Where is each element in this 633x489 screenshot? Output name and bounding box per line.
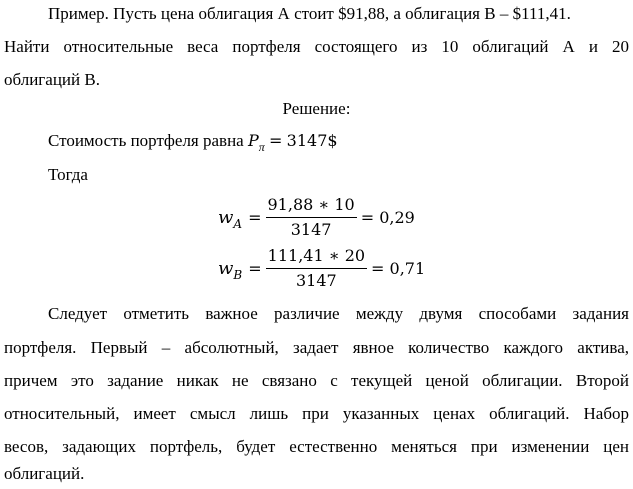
portfolio-cost-line (48, 131, 608, 154)
weight-a-sub: A (233, 217, 243, 231)
weight-a-var: w (218, 207, 234, 228)
weight-b-numerator: 111,41 ∗ 20 (266, 246, 367, 269)
problem-line-1: Пример. Пусть цена облигация А стоит $91,88, а облигация В – $111,41. (48, 4, 571, 23)
portfolio-symbol-subscript: π (258, 140, 265, 154)
weight-a-denominator: 3147 (290, 220, 332, 239)
weight-a-fraction (266, 195, 357, 240)
weight-a-formula (218, 195, 415, 240)
discussion-line-6: облигаций. (4, 464, 85, 483)
portfolio-cost-value: 3147$ (286, 131, 338, 150)
discussion-line-1: Следует отметить важное различие между двумя способами задания (48, 304, 629, 323)
portfolio-cost-text: Стоимость портфеля равна (48, 131, 244, 150)
weight-b-equals: = (248, 259, 262, 278)
weight-b-sub: B (233, 268, 243, 282)
problem-line-2: Найти относительные веса портфеля состоящего из 10 облигаций А и 20 (4, 37, 629, 56)
weight-a-equals: = (248, 208, 262, 227)
weight-b-result: = 0,71 (371, 259, 426, 278)
discussion-line-3: причем это задание никак не связано с текущей ценой облигации. Второй (4, 371, 629, 390)
weight-b-denominator: 3147 (295, 271, 337, 290)
weight-a-result: = 0,29 (360, 208, 415, 227)
weight-b-formula (218, 246, 425, 291)
discussion-line-2: портфеля. Первый – абсолютный, задает явное количество каждого актива, (4, 338, 629, 357)
discussion-line-5: весов, задающих портфель, будет естественно меняться при изменении цен (4, 437, 629, 456)
solution-heading: Решение: (282, 99, 351, 118)
discussion-line-4: относительный, имеет смысл лишь при указанных ценах облигаций. Набор (4, 404, 629, 423)
weight-b-fraction (266, 246, 367, 291)
portfolio-symbol: P (247, 131, 259, 150)
weight-b-var: w (218, 258, 234, 279)
portfolio-equals: = (269, 131, 283, 150)
then-word: Тогда (48, 165, 88, 184)
weight-a-numerator: 91,88 ∗ 10 (266, 195, 357, 218)
problem-line-3: облигаций В. (4, 70, 100, 89)
